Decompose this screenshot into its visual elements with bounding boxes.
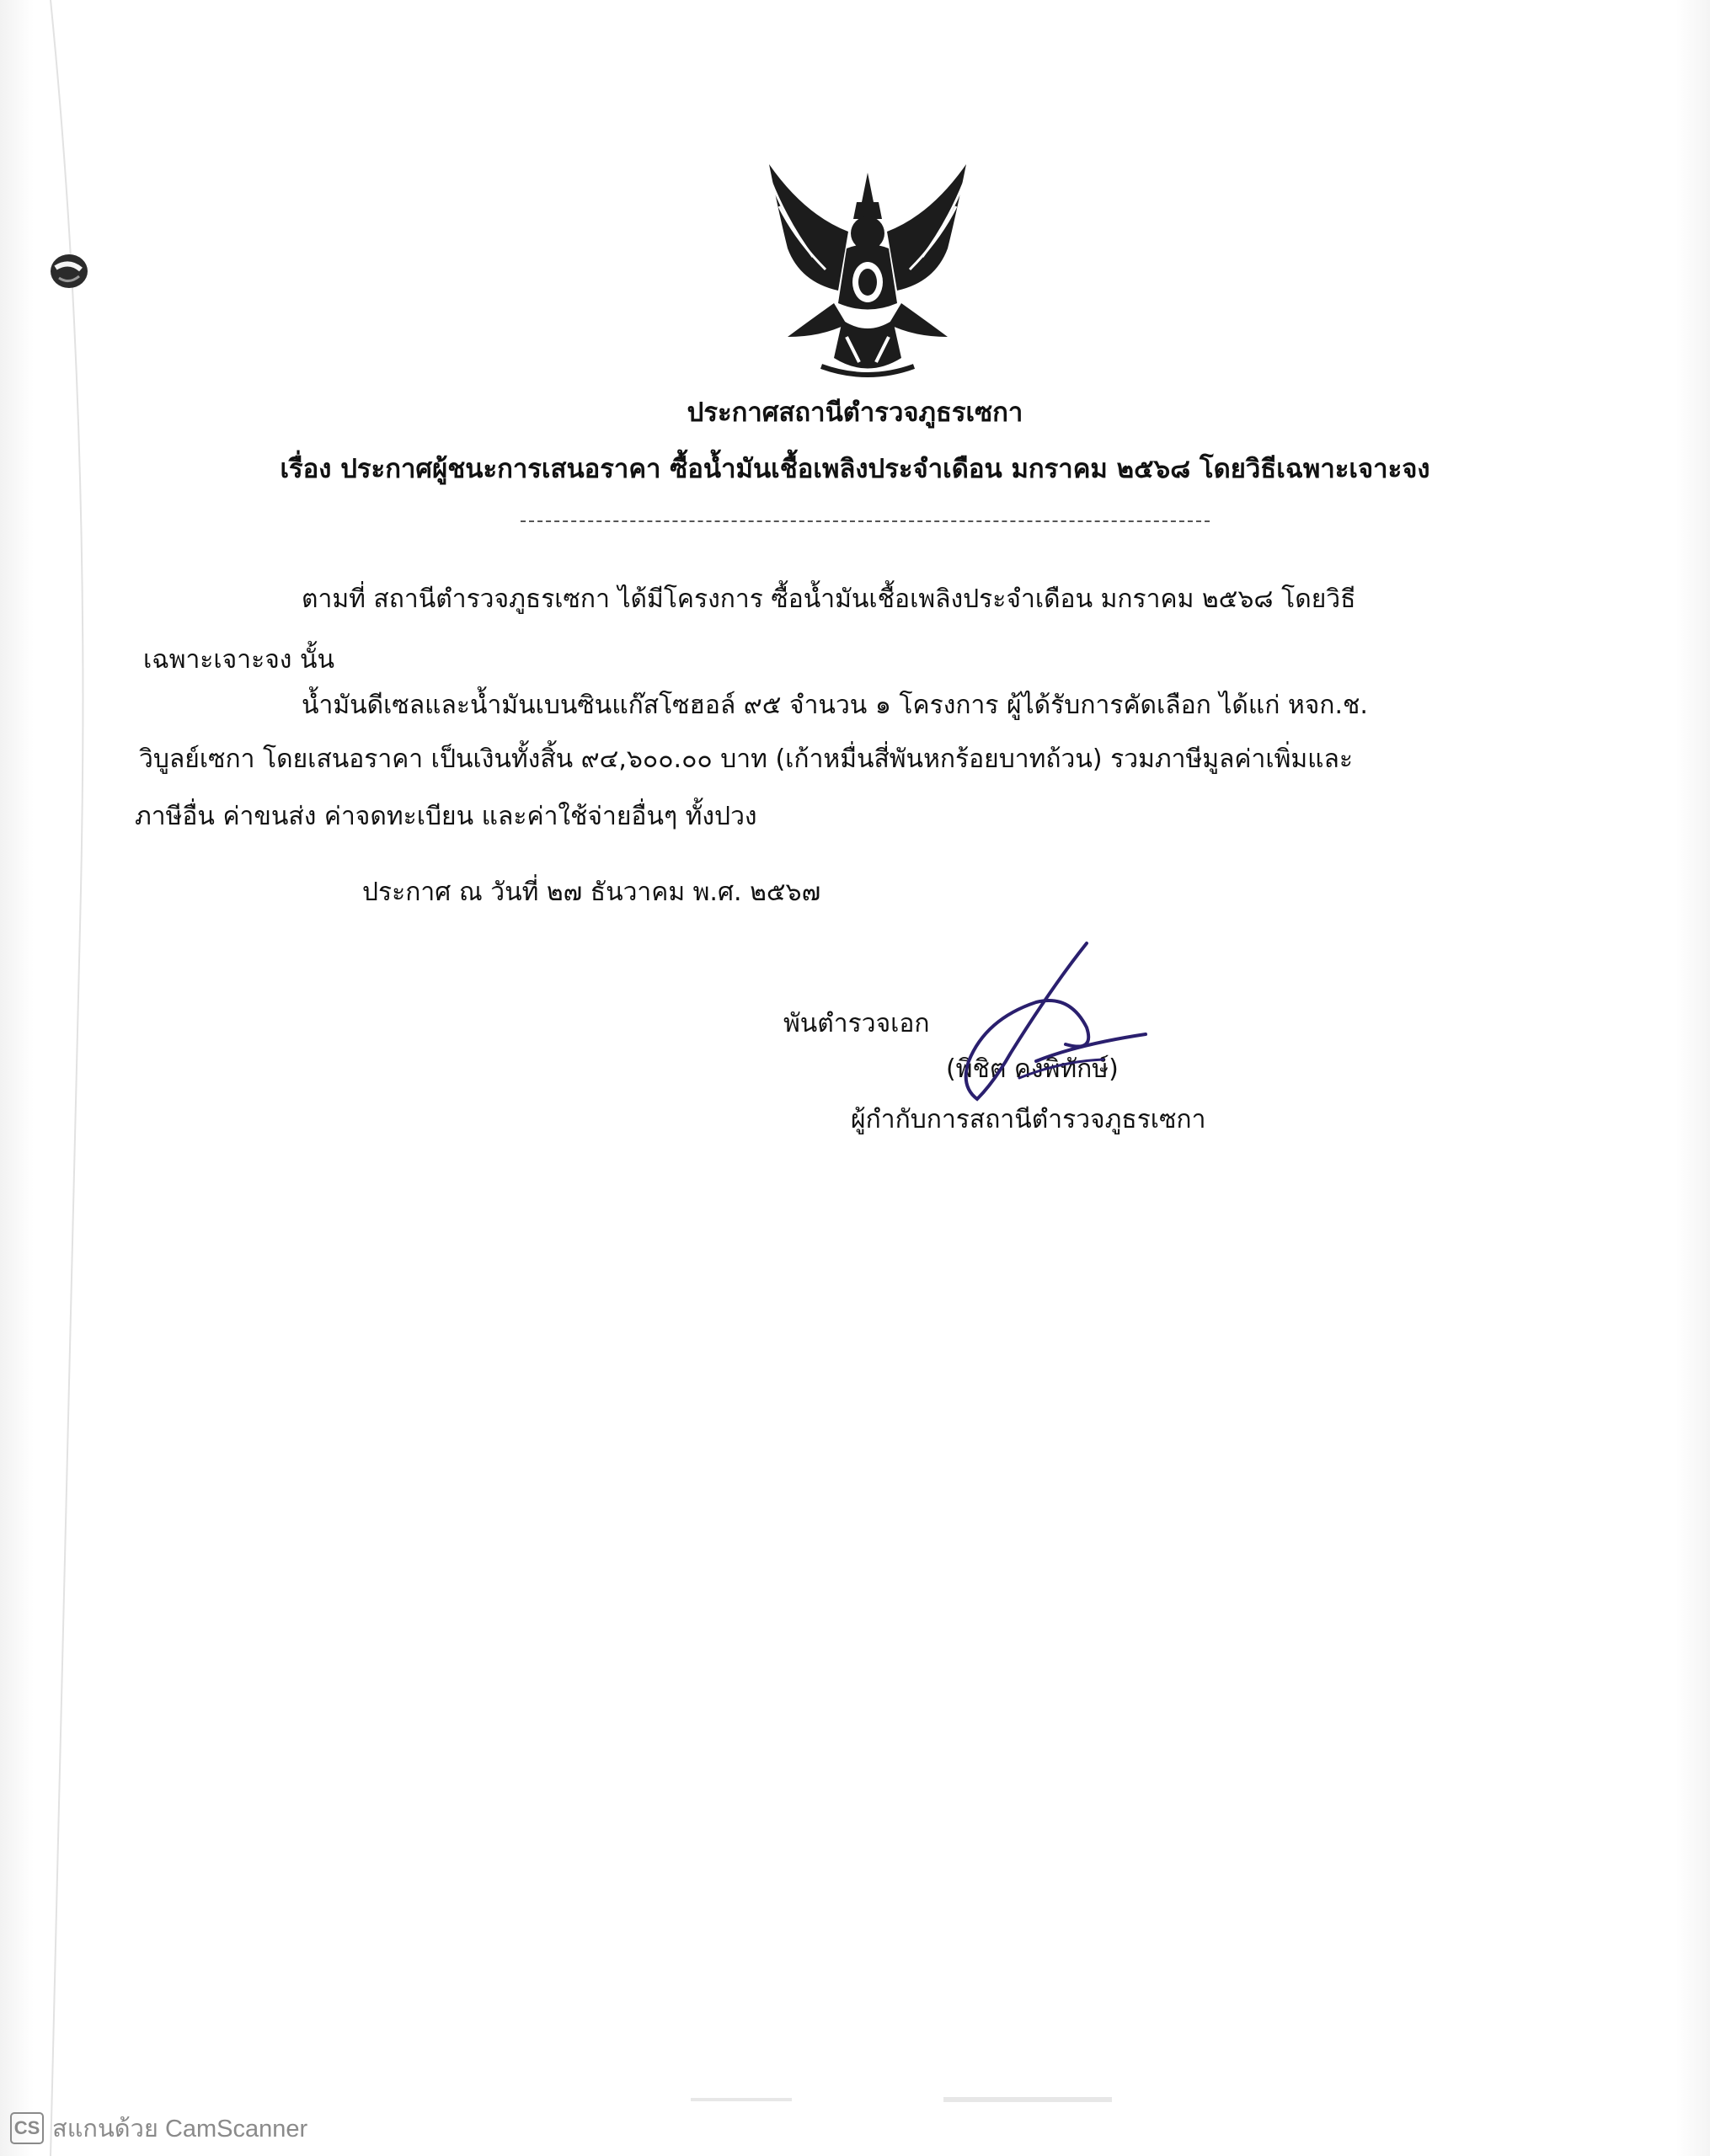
body-line-3: น้ำมันดีเซลและน้ำมันเบนซินแก๊สโซฮอล์ ๙๕ จำนวน ๑ โครงการ ผู้ได้รับการคัดเลือก ได้แก่ หจก.ช.: [302, 691, 1368, 720]
body-line-1: ตามที่ สถานีตำรวจภูธรเซกา ได้มีโครงการ ซื้อน้ำมันเชื้อเพลิงประจำเดือน มกราคม ๒๕๖๘ โดยวิธี: [302, 584, 1356, 614]
signatory-position: ผู้กำกับการสถานีตำรวจภูธรเซกา: [851, 1105, 1206, 1134]
camscanner-logo-icon: CS: [10, 2112, 44, 2144]
body-line-5: ภาษีอื่น ค่าขนส่ง ค่าจดทะเบียน และค่าใช้จ่ายอื่นๆ ทั้งปวง: [135, 802, 757, 831]
announcement-date: ประกาศ ณ วันที่ ๒๗ ธันวาคม พ.ศ. ๒๕๖๗: [362, 878, 821, 907]
scanner-label: สแกนด้วย CamScanner: [52, 2116, 308, 2143]
body-line-4: วิบูลย์เซกา โดยเสนอราคา เป็นเงินทั้งสิ้น ๙๔,๖๐๐.๐๐ บาท (เก้าหมื่นสี่พันหกร้อยบาทถ้วน) รวมภาษีมูลค่าเพิ่มและ: [139, 744, 1353, 774]
document-heading: ประกาศสถานีตำรวจภูธรเซกา: [687, 398, 1023, 428]
heading-divider: [521, 520, 1210, 522]
garuda-emblem-icon: [754, 156, 981, 383]
scanner-watermark: [10, 2111, 307, 2145]
document-subject: เรื่อง ประกาศผู้ชนะการเสนอราคา ซื้อน้ำมันเชื้อเพลิงประจำเดือน มกราคม ๒๕๖๘ โดยวิธีเฉพาะเจาะจง: [280, 454, 1430, 484]
signatory-rank: พันตำรวจเอก: [783, 1009, 930, 1038]
faint-scan-mark: [691, 2094, 1129, 2105]
signatory-name: (พิชิต คงพิทักษ์): [946, 1054, 1119, 1084]
handwritten-signature: [910, 935, 1162, 1129]
body-line-2: เฉพาะเจาะจง นั้น: [143, 645, 334, 675]
page-edge-shadow: [0, 0, 126, 2156]
binder-hole-icon: [44, 246, 94, 296]
